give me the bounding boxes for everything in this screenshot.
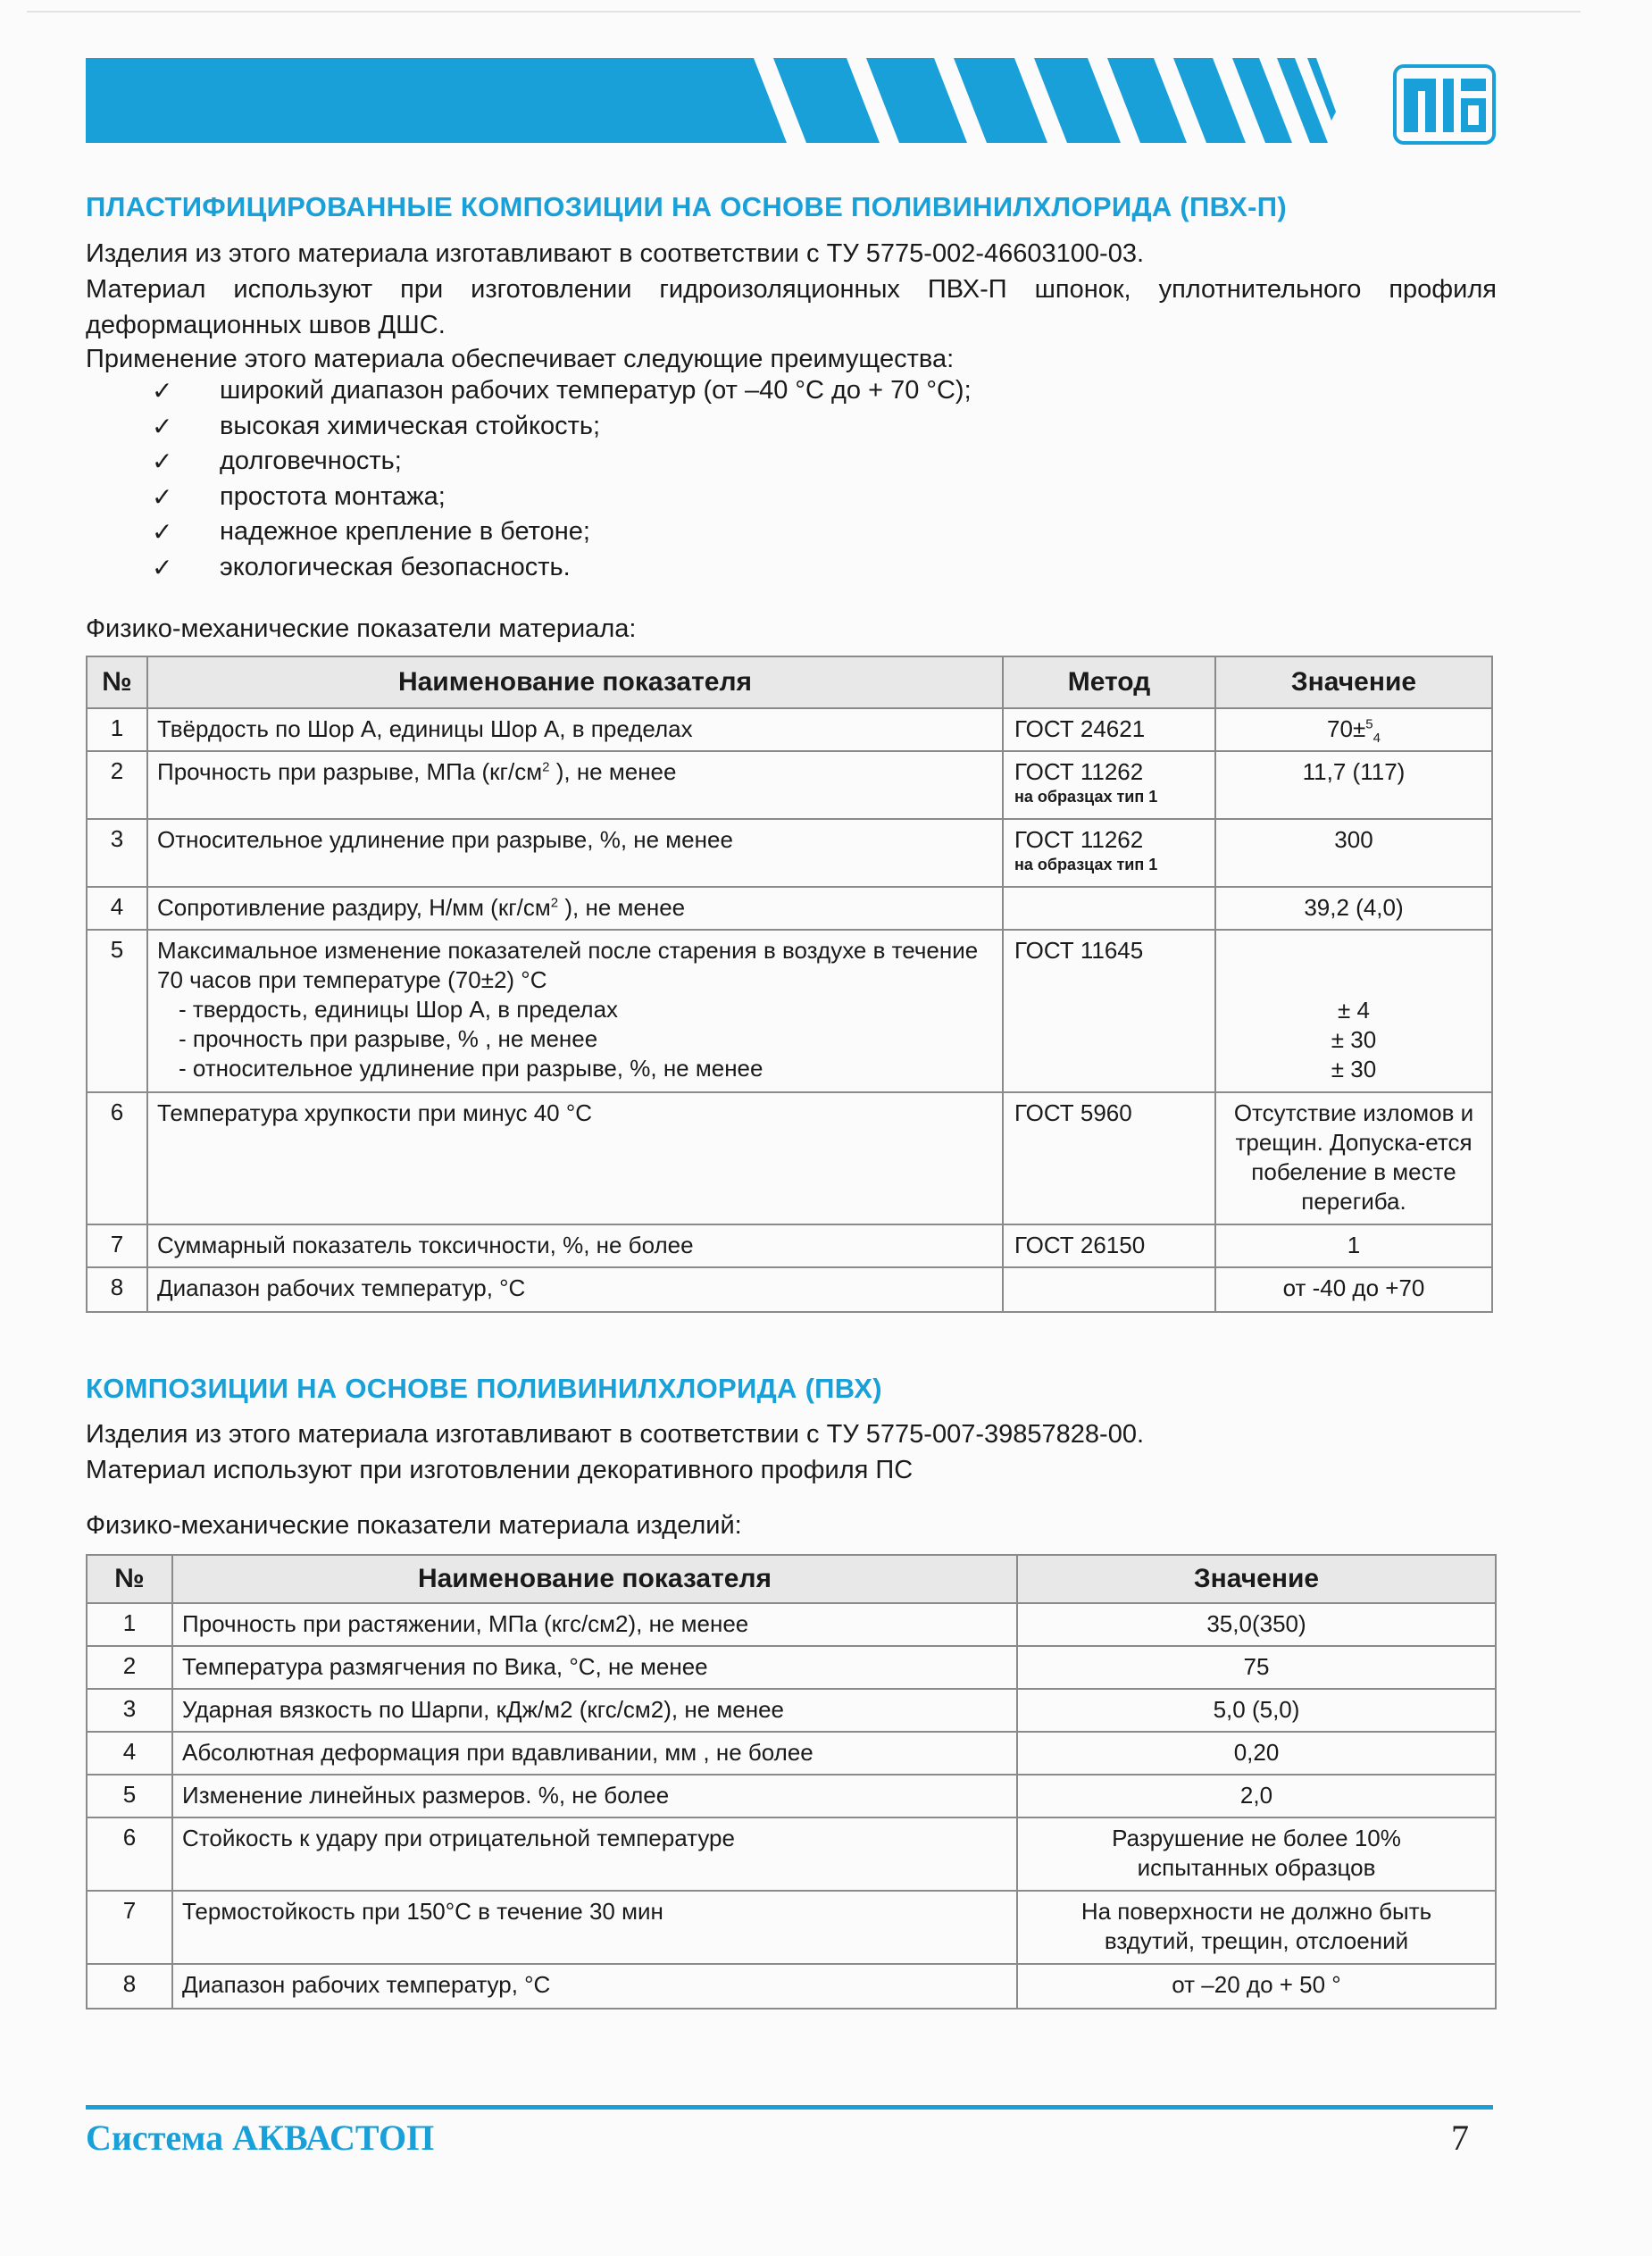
top-rule	[27, 11, 1581, 13]
section1-title: ПЛАСТИФИЦИРОВАННЫЕ КОМПОЗИЦИИ НА ОСНОВЕ ПОЛИВИНИЛХЛОРИДА (ПВХ-П)	[86, 191, 1287, 222]
section1-spec-line: Изделия из этого материала изготавливают в соответствии с ТУ 5775-002-46603100-03.	[86, 239, 1145, 268]
table-row: 3 Относительное удлинение при разрыве, %, не менее ГОСТ 11262 на образцах тип 1 300	[87, 819, 1492, 887]
checkmark-icon: ✓	[152, 518, 173, 547]
table-row: 6 Стойкость к удару при отрицательной температуре Разрушение не более 10% испытанных образцов	[87, 1817, 1496, 1891]
list-item: ✓ экологическая безопасность.	[150, 550, 972, 586]
table-row: 2 Температура размягчения по Вика, °С, не менее 75	[87, 1646, 1496, 1689]
col-header-value: Значение	[1215, 656, 1492, 708]
section2-spec-line: Изделия из этого материала изготавливают в соответствии с ТУ 5775-007-39857828-00.	[86, 1420, 1145, 1449]
col-header-num: №	[87, 656, 147, 708]
table-row: 5 Максимальное изменение показателей после старения в воздухе в течение 70 часов при температуре (70±2) °С - твердость, единицы Шор А, в пределах - прочность при разрыве, % , не менее - относительное удлинение при разрыве, %, не менее ГОСТ 11645 ± 4 ± 30 ± 30	[87, 930, 1492, 1092]
footer-title: Система АКВАСТОП	[86, 2118, 435, 2158]
checkmark-icon: ✓	[152, 553, 173, 581]
company-logo-icon	[1393, 64, 1496, 145]
list-item: ✓ долговечность;	[150, 444, 972, 480]
footer-rule	[86, 2105, 1493, 2110]
table-row: 4 Сопротивление раздиру, Н/мм ($кг/см^2$ ), не менее 39,2 (4,0)	[87, 887, 1492, 930]
table-header-row	[87, 656, 1492, 708]
table-header-row	[87, 1555, 1496, 1603]
list-item: ✓ простота монтажа;	[150, 480, 972, 515]
page-number: 7	[1451, 2118, 1469, 2158]
table-row: 7 Термостойкость при 150°С в течение 30 мин На поверхности не должно быть вздутий, трещин, отслоений	[87, 1891, 1496, 1964]
table-row: 7 Суммарный показатель токсичности, %, не более ГОСТ 26150 1	[87, 1224, 1492, 1267]
list-item: ✓ надежное крепление в бетоне;	[150, 514, 972, 550]
table-row: 8 Диапазон рабочих температур, °С от -40 до +70	[87, 1267, 1492, 1312]
checkmark-icon: ✓	[152, 447, 173, 476]
col-header-value: Значение	[1017, 1555, 1496, 1603]
table-row: 2 Прочность при разрыве, МПа ($кг/см^2$ ), не менее ГОСТ 11262 на образцах тип 1 11,7 (117)	[87, 751, 1492, 819]
section1-usage-line: Материал используют при изготовлении гидроизоляционных ПВХ-П шпонок, уплотнительного профиля деформационных швов ДШС.	[86, 275, 1497, 339]
advantages-list	[150, 373, 972, 586]
section1-advantages-intro: Применение этого материала обеспечивает следующие преимущества:	[86, 345, 955, 373]
col-header-method: Метод	[1003, 656, 1215, 708]
properties-table-2	[86, 1554, 1497, 2010]
checkmark-icon: ✓	[152, 482, 173, 511]
col-header-name: Наименование показателя	[147, 656, 1003, 708]
table-row: 1 Твёрдость по Шор А, единицы Шор А, в пределах ГОСТ 24621 70±$^5_4$	[87, 708, 1492, 751]
properties-table-1	[86, 656, 1493, 1313]
col-header-name: Наименование показателя	[172, 1555, 1017, 1603]
striped-banner-icon	[86, 58, 1336, 143]
col-header-num: №	[87, 1555, 172, 1603]
table-row: 4 Абсолютная деформация при вдавливании, мм , не более 0,20	[87, 1732, 1496, 1775]
table-row: 8 Диапазон рабочих температур, °С от –20 до + 50 °	[87, 1964, 1496, 2009]
table-row: 3 Ударная вязкость по Шарпи, кДж/м2 (кгс/см2), не менее 5,0 (5,0)	[87, 1689, 1496, 1732]
section1-table-caption: Физико-механические показатели материала:	[86, 614, 637, 643]
checkmark-icon: ✓	[152, 377, 173, 405]
section2-title: КОМПОЗИЦИИ НА ОСНОВЕ ПОЛИВИНИЛХЛОРИДА (ПВХ)	[86, 1373, 882, 1404]
table-row: 5 Изменение линейных размеров. %, не более 2,0	[87, 1775, 1496, 1817]
section2-usage-line: Материал используют при изготовлении декоративного профиля ПС	[86, 1456, 914, 1484]
list-item: ✓ широкий диапазон рабочих температур (от –40 °С до + 70 °С);	[150, 373, 972, 409]
checkmark-icon: ✓	[152, 412, 173, 440]
list-item: ✓ высокая химическая стойкость;	[150, 409, 972, 445]
section2-table-caption: Физико-механические показатели материала изделий:	[86, 1511, 742, 1540]
table-row: 6 Температура хрупкости при минус 40 °С ГОСТ 5960 Отсутствие изломов и трещин. Допуска-ется побеление в месте перегиба.	[87, 1092, 1492, 1224]
table-row: 1 Прочность при растяжении, МПа (кгс/см2), не менее 35,0(350)	[87, 1603, 1496, 1646]
